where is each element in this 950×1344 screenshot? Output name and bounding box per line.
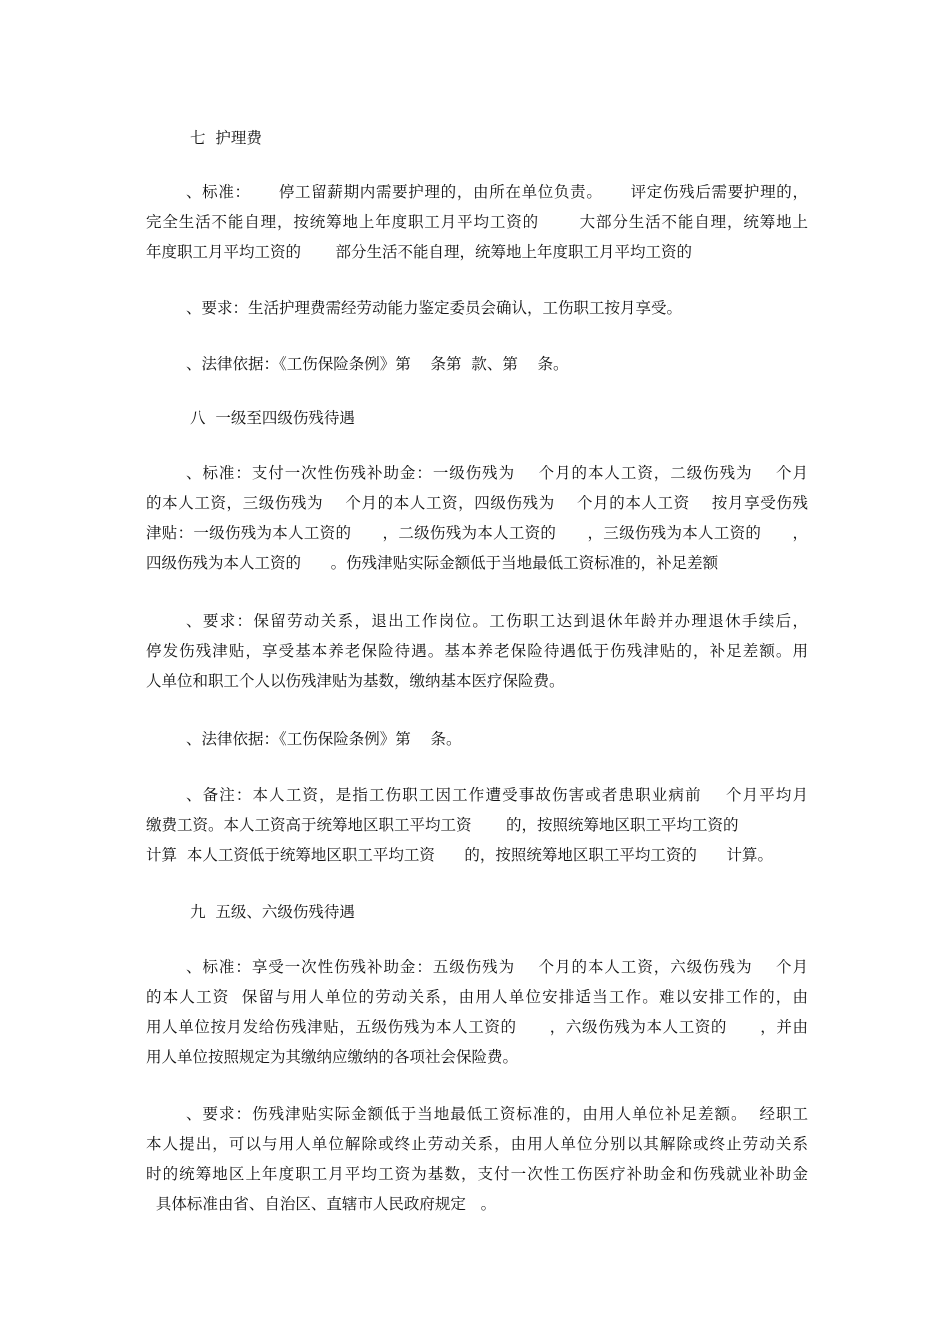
- paragraph-line: 停发伤残津贴，享受基本养老保险待遇。基本养老保险待遇低于伤残津贴的，补足差额。用: [146, 642, 808, 660]
- paragraph-line: 、法律依据：《工伤保险条例》第 条。: [186, 730, 462, 748]
- paragraph-line: 计算 本人工资低于统筹地区职工平均工资 的，按照统筹地区职工平均工资的 计算。: [146, 846, 773, 864]
- paragraph-line: 时的统筹地区上年度职工月平均工资为基数，支付一次性工伤医疗补助金和伤残就业补助金: [146, 1165, 808, 1183]
- paragraph-line: 、要求：伤残津贴实际金额低于当地最低工资标准的，由用人单位补足差额。 经职工: [186, 1105, 808, 1123]
- paragraph-line: 具体标准由省、自治区、直辖市人民政府规定 。: [146, 1195, 497, 1213]
- paragraph-line: 四级伤残为本人工资的 。伤残津贴实际金额低于当地最低工资标准的，补足差额: [146, 554, 719, 572]
- section-heading: 七 护理费: [190, 129, 262, 147]
- paragraph-line: 、法律依据：《工伤保险条例》第 条第 款、第 条。: [186, 355, 569, 373]
- paragraph-line: 年度职工月平均工资的 部分生活不能自理，统筹地上年度职工月平均工资的: [146, 243, 692, 261]
- paragraph-line: 、标准： 停工留薪期内需要护理的，由所在单位负责。 评定伤残后需要护理的，: [186, 183, 808, 201]
- section-heading: 九 五级、六级伤残待遇: [190, 903, 355, 921]
- paragraph-line: 、备注：本人工资，是指工伤职工因工作遭受事故伤害或者患职业病前 个月平均月: [186, 786, 808, 804]
- paragraph-line: 本人提出，可以与用人单位解除或终止劳动关系，由用人单位分别以其解除或终止劳动关系: [146, 1135, 808, 1153]
- paragraph-line: 、要求：生活护理费需经劳动能力鉴定委员会确认，工伤职工按月享受。: [186, 299, 683, 317]
- paragraph-line: 缴费工资。本人工资高于统筹地区职工平均工资 的，按照统筹地区职工平均工资的: [146, 816, 739, 834]
- paragraph-line: 人单位和职工个人以伤残津贴为基数，缴纳基本医疗保险费。: [146, 672, 565, 690]
- paragraph-line: 、标准：享受一次性伤残补助金：五级伤残为 个月的本人工资，六级伤残为 个月: [186, 958, 808, 976]
- paragraph-line: 的本人工资 保留与用人单位的劳动关系，由用人单位安排适当工作。难以安排工作的，由: [146, 988, 808, 1006]
- paragraph-line: 、要求：保留劳动关系，退出工作岗位。工伤职工达到退休年龄并办理退休手续后，: [186, 612, 808, 630]
- paragraph-line: 用人单位按照规定为其缴纳应缴纳的各项社会保险费。: [146, 1048, 519, 1066]
- paragraph-line: 津贴：一级伤残为本人工资的 ，二级伤残为本人工资的 ，三级伤残为本人工资的 ，: [146, 524, 808, 542]
- paragraph-line: 完全生活不能自理，按统筹地上年度职工月平均工资的 大部分生活不能自理，统筹地上: [146, 213, 808, 231]
- paragraph-line: 用人单位按月发给伤残津贴，五级伤残为本人工资的 ，六级伤残为本人工资的 ，并由: [146, 1018, 808, 1036]
- paragraph-line: 的本人工资，三级伤残为 个月的本人工资，四级伤残为 个月的本人工资 按月享受伤残: [146, 494, 808, 512]
- paragraph-line: 、标准：支付一次性伤残补助金：一级伤残为 个月的本人工资，二级伤残为 个月: [186, 464, 808, 482]
- section-heading: 八 一级至四级伤残待遇: [190, 409, 355, 427]
